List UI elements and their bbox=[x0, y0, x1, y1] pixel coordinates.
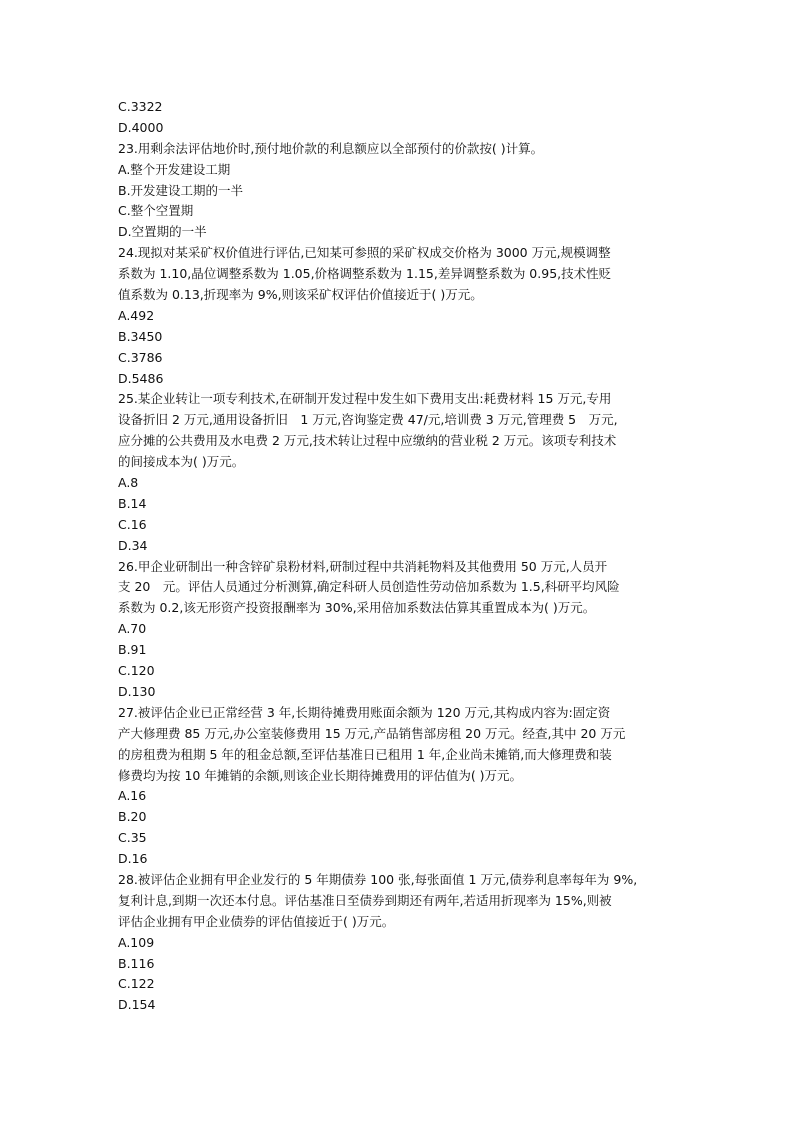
answer-option: C.整个空置期 bbox=[118, 203, 194, 219]
answer-option: C.3322 bbox=[118, 99, 163, 114]
question-text-line: 26.甲企业研制出一种含锌矿泉粉材料,研制过程中共消耗物料及其他费用 50 万元,人员开 bbox=[118, 558, 608, 574]
question-text-line: 25.某企业转让一项专利技术,在研制开发过程中发生如下费用支出:耗费材料 15 万元,专用 bbox=[118, 391, 612, 407]
answer-option: D.154 bbox=[118, 997, 156, 1013]
answer-option: D.5486 bbox=[118, 370, 164, 386]
answer-option: D.130 bbox=[118, 683, 156, 699]
question-text-line: 设备折旧 2 万元,通用设备折旧 1 万元,咨询鉴定费 47/元,培训费 3 万元,管理费 5 万元, bbox=[118, 412, 618, 428]
question-text-line: 系数为 0.2,该无形资产投资报酬率为 30%,采用倍加系数法估算其重置成本为( )万元。 bbox=[118, 600, 596, 616]
question-text-line: 24.现拟对某采矿权价值进行评估,已知某可参照的采矿权成交价格为 3000 万元,规模调整 bbox=[118, 245, 611, 261]
answer-option: A.492 bbox=[118, 307, 155, 323]
answer-option: A.整个开发建设工期 bbox=[118, 161, 231, 177]
answer-option: D.34 bbox=[118, 537, 148, 553]
answer-option: C.3786 bbox=[118, 349, 163, 365]
answer-option: D.4000 bbox=[118, 119, 164, 135]
answer-option: C.120 bbox=[118, 663, 155, 679]
answer-option: A.16 bbox=[118, 788, 147, 804]
question-text-line: 27.被评估企业已正常经营 3 年,长期待摊费用账面余额为 120 万元,其构成内容为:固定资 bbox=[118, 704, 611, 720]
question-text-line: 系数为 1.10,晶位调整系数为 1.05,价格调整系数为 1.15,差异调整系数为 0.95,技术性贬 bbox=[118, 266, 612, 282]
answer-option: B.开发建设工期的一半 bbox=[118, 182, 244, 198]
question-text-line: 支 20 元。评估人员通过分析测算,确定科研人员创造性劳动倍加系数为 1.5,科研平均风险 bbox=[118, 579, 620, 595]
answer-option: B.20 bbox=[118, 809, 147, 825]
answer-option: A.109 bbox=[118, 934, 155, 950]
answer-option: B.91 bbox=[118, 642, 147, 658]
question-text-line: 评估企业拥有甲企业债券的评估值接近于( )万元。 bbox=[118, 913, 395, 929]
question-text-line: 28.被评估企业拥有甲企业发行的 5 年期债券 100 张,每张面值 1 万元,债券利息率每年为 9%, bbox=[118, 871, 638, 887]
question-text-line: 应分摊的公共费用及水电费 2 万元,技术转让过程中应缴纳的营业税 2 万元。该项专利技术 bbox=[118, 433, 617, 449]
answer-option: B.14 bbox=[118, 495, 147, 511]
answer-option: D.16 bbox=[118, 851, 148, 867]
document-page bbox=[118, 97, 688, 1016]
answer-option: C.16 bbox=[118, 516, 147, 532]
question-text-line: 复利计息,到期一次还本付息。评估基准日至债券到期还有两年,若适用折现率为 15%,则被 bbox=[118, 892, 612, 908]
question-text-line: 的房租费为租期 5 年的租金总额,至评估基准日已租用 1 年,企业尚未摊销,而大修理费和装 bbox=[118, 746, 612, 762]
question-text-line: 的间接成本为( )万元。 bbox=[118, 454, 245, 470]
answer-option: D.空置期的一半 bbox=[118, 224, 207, 240]
question-text-line: 修费均为按 10 年摊销的余额,则该企业长期待摊费用的评估值为( )万元。 bbox=[118, 767, 523, 783]
answer-option: A.8 bbox=[118, 475, 139, 491]
question-text-line: 23.用剩余法评估地价时,预付地价款的利息额应以全部预付的价款按( )计算。 bbox=[118, 140, 544, 156]
question-text-line: 产大修理费 85 万元,办公室装修费用 15 万元,产品销售部房租 20 万元。经查,其中 20 万元 bbox=[118, 725, 626, 741]
answer-option: A.70 bbox=[118, 621, 147, 637]
answer-option: C.35 bbox=[118, 830, 147, 846]
answer-option: B.116 bbox=[118, 955, 155, 971]
answer-option: B.3450 bbox=[118, 328, 163, 344]
answer-option: C.122 bbox=[118, 976, 155, 992]
question-text-line: 值系数为 0.13,折现率为 9%,则该采矿权评估价值接近于( )万元。 bbox=[118, 287, 483, 303]
